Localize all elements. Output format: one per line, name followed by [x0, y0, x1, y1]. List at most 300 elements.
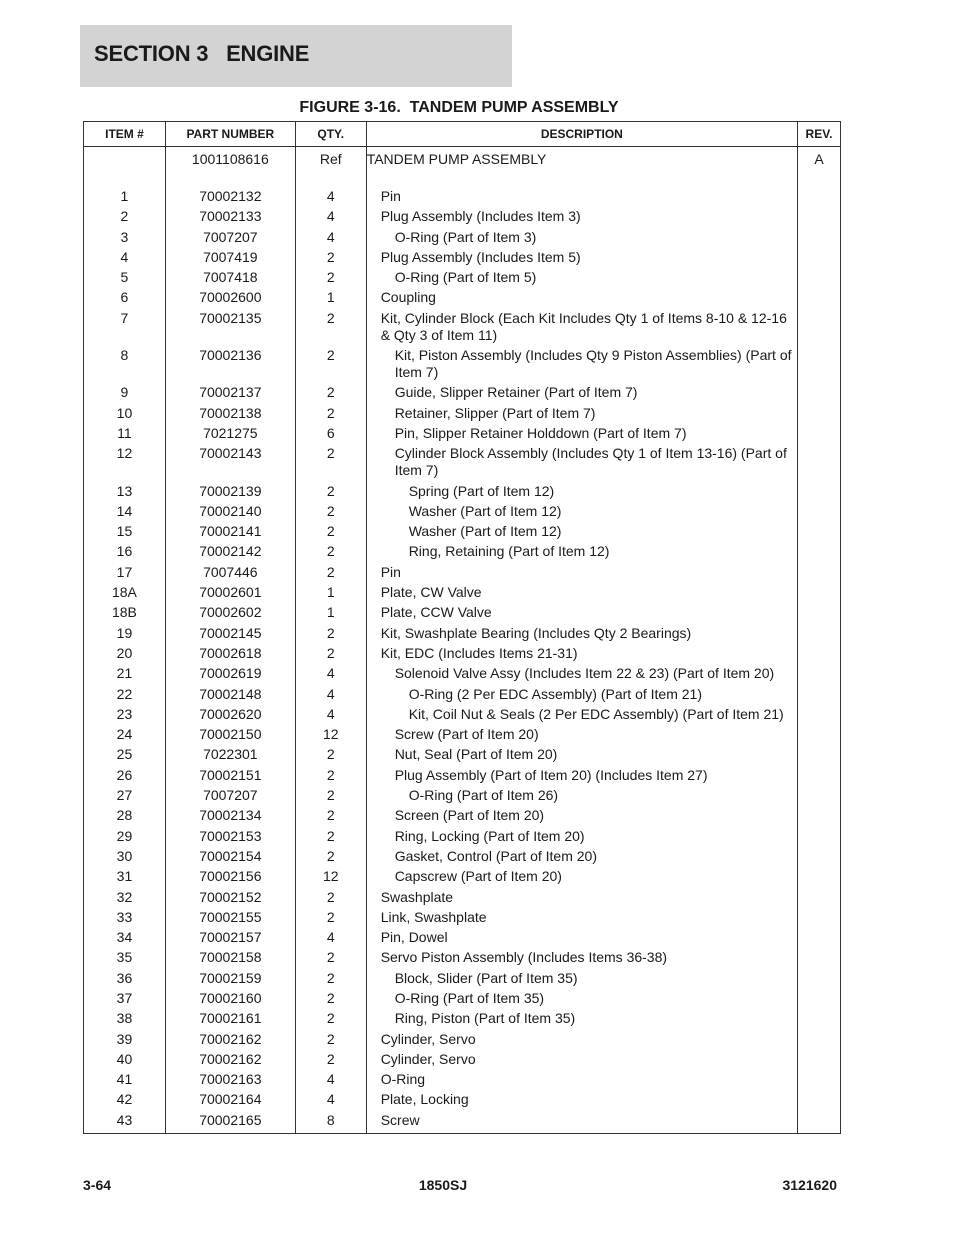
table-row [84, 443, 841, 480]
part-number-cell: 70002150 [165, 724, 295, 744]
description-text: Plate, Locking [380, 1091, 469, 1108]
item-cell: 31 [84, 866, 166, 886]
description-cell [366, 1089, 797, 1109]
part-number-cell: 70002152 [165, 887, 295, 907]
table-row [84, 147, 841, 187]
qty-cell: 1 [295, 602, 366, 622]
figure-title: FIGURE 3-16. TANDEM PUMP ASSEMBLY [299, 99, 619, 116]
item-cell: 38 [84, 1008, 166, 1028]
part-number-cell: 70002143 [165, 443, 295, 480]
description-cell [366, 501, 797, 521]
part-number-cell: 7021275 [165, 423, 295, 443]
description-cell [366, 308, 797, 345]
description-cell [366, 765, 797, 785]
description-text: Plug Assembly (Part of Item 20) (Includes Item 27) [394, 766, 708, 783]
description-text: Kit, Swashplate Bearing (Includes Qty 2 Bearings) [380, 624, 692, 641]
qty-cell: 2 [295, 805, 366, 825]
description-text: Nut, Seal (Part of Item 20) [394, 746, 558, 763]
qty-cell: 2 [295, 443, 366, 480]
rev-cell [798, 663, 841, 683]
qty-cell: 4 [295, 227, 366, 247]
qty-cell: 2 [295, 765, 366, 785]
description-cell [366, 988, 797, 1008]
item-cell: 33 [84, 907, 166, 927]
description-cell [366, 345, 797, 382]
description-cell [366, 724, 797, 744]
qty-cell: 2 [295, 345, 366, 382]
rev-cell [798, 501, 841, 521]
description-text: Ring, Piston (Part of Item 35) [394, 1010, 576, 1027]
table-row [84, 744, 841, 764]
description-cell [366, 887, 797, 907]
part-number-cell: 70002133 [165, 206, 295, 226]
table-row [84, 227, 841, 247]
part-number-cell: 70002619 [165, 663, 295, 683]
description-cell [366, 403, 797, 423]
description-cell [366, 541, 797, 561]
item-cell: 25 [84, 744, 166, 764]
qty-cell: 2 [295, 521, 366, 541]
rev-cell [798, 521, 841, 541]
item-cell: 16 [84, 541, 166, 561]
description-cell [366, 582, 797, 602]
rev-cell [798, 866, 841, 886]
part-number-cell: 7007207 [165, 227, 295, 247]
part-number-cell: 70002159 [165, 968, 295, 988]
qty-cell: 4 [295, 684, 366, 704]
description-cell [366, 684, 797, 704]
description-cell [366, 866, 797, 886]
qty-cell: 1 [295, 582, 366, 602]
qty-cell: 2 [295, 846, 366, 866]
part-number-cell: 70002618 [165, 643, 295, 663]
description-cell [366, 186, 797, 206]
rev-cell [798, 267, 841, 287]
part-number-cell: 70002157 [165, 927, 295, 947]
footer-doc-number: 3121620 [782, 1177, 837, 1193]
rev-cell [798, 744, 841, 764]
rev-cell [798, 206, 841, 226]
item-cell: 3 [84, 227, 166, 247]
description-text: Plate, CCW Valve [380, 604, 492, 621]
rev-cell [798, 247, 841, 267]
table-row [84, 541, 841, 561]
item-cell: 15 [84, 521, 166, 541]
column-header-qty: QTY. [295, 122, 366, 147]
qty-cell: 2 [295, 382, 366, 402]
qty-cell: 2 [295, 947, 366, 967]
description-cell [366, 968, 797, 988]
part-number-cell: 7007207 [165, 785, 295, 805]
qty-cell: 4 [295, 1089, 366, 1109]
description-cell [366, 663, 797, 683]
qty-cell: Ref [295, 147, 366, 187]
item-cell: 7 [84, 308, 166, 345]
qty-cell: 4 [295, 927, 366, 947]
rev-cell [798, 765, 841, 785]
description-text: Kit, EDC (Includes Items 21-31) [380, 644, 578, 661]
rev-cell [798, 423, 841, 443]
part-number-cell: 70002132 [165, 186, 295, 206]
description-text: Pin, Dowel [380, 929, 448, 946]
table-row [84, 562, 841, 582]
description-cell [366, 1110, 797, 1134]
item-cell: 11 [84, 423, 166, 443]
item-cell: 35 [84, 947, 166, 967]
part-number-cell: 70002158 [165, 947, 295, 967]
part-number-cell: 70002156 [165, 866, 295, 886]
item-cell: 6 [84, 287, 166, 307]
description-cell [366, 744, 797, 764]
part-number-cell: 70002602 [165, 602, 295, 622]
rev-cell [798, 308, 841, 345]
table-row [84, 1008, 841, 1028]
rev-cell [798, 1049, 841, 1069]
part-number-cell: 70002161 [165, 1008, 295, 1028]
table-row [84, 521, 841, 541]
description-cell [366, 562, 797, 582]
part-number-cell: 70002136 [165, 345, 295, 382]
qty-cell: 2 [295, 1029, 366, 1049]
part-number-cell: 7022301 [165, 744, 295, 764]
table-row [84, 602, 841, 622]
column-header-description: DESCRIPTION [366, 122, 797, 147]
qty-cell: 4 [295, 186, 366, 206]
rev-cell [798, 846, 841, 866]
part-number-cell: 70002145 [165, 623, 295, 643]
description-cell [366, 1008, 797, 1028]
item-cell: 26 [84, 765, 166, 785]
rev-cell [798, 988, 841, 1008]
item-cell: 13 [84, 481, 166, 501]
table-row [84, 247, 841, 267]
rev-cell [798, 968, 841, 988]
item-cell: 23 [84, 704, 166, 724]
description-cell [366, 267, 797, 287]
qty-cell: 1 [295, 287, 366, 307]
qty-cell: 2 [295, 785, 366, 805]
part-number-cell: 70002134 [165, 805, 295, 825]
rev-cell [798, 562, 841, 582]
qty-cell: 2 [295, 1008, 366, 1028]
part-number-cell: 7007446 [165, 562, 295, 582]
description-cell [366, 805, 797, 825]
description-text: Block, Slider (Part of Item 35) [394, 969, 578, 986]
part-number-cell: 70002141 [165, 521, 295, 541]
rev-cell [798, 826, 841, 846]
rev-cell [798, 643, 841, 663]
description-text: Plate, CW Valve [380, 584, 482, 601]
rev-cell [798, 1029, 841, 1049]
item-cell: 32 [84, 887, 166, 907]
qty-cell: 2 [295, 744, 366, 764]
item-cell: 24 [84, 724, 166, 744]
part-number-cell: 70002164 [165, 1089, 295, 1109]
description-text: Cylinder, Servo [380, 1050, 476, 1067]
description-cell [366, 443, 797, 480]
description-text: Gasket, Control (Part of Item 20) [394, 847, 597, 864]
item-cell: 8 [84, 345, 166, 382]
description-cell [366, 826, 797, 846]
table-header-row [84, 122, 841, 147]
description-cell [366, 1049, 797, 1069]
item-cell: 43 [84, 1110, 166, 1134]
description-text: Guide, Slipper Retainer (Part of Item 7) [394, 384, 638, 401]
description-cell [366, 247, 797, 267]
description-text: Solenoid Valve Assy (Includes Item 22 & 23) (Part of Item 20) [394, 665, 775, 682]
qty-cell: 12 [295, 866, 366, 886]
description-text: Washer (Part of Item 12) [408, 502, 562, 519]
part-number-cell: 70002600 [165, 287, 295, 307]
description-text: TANDEM PUMP ASSEMBLY [366, 151, 547, 167]
description-cell [366, 947, 797, 967]
section-title: SECTION 3 ENGINE [94, 41, 310, 66]
item-cell: 1 [84, 186, 166, 206]
item-cell: 22 [84, 684, 166, 704]
item-cell: 29 [84, 826, 166, 846]
part-number-cell: 1001108616 [165, 147, 295, 187]
rev-cell [798, 287, 841, 307]
qty-cell: 2 [295, 643, 366, 663]
qty-cell: 6 [295, 423, 366, 443]
table-row [84, 1089, 841, 1109]
rev-cell [798, 403, 841, 423]
table-row [84, 826, 841, 846]
rev-cell [798, 887, 841, 907]
qty-cell: 2 [295, 403, 366, 423]
qty-cell: 2 [295, 1049, 366, 1069]
rev-cell [798, 443, 841, 480]
description-cell [366, 287, 797, 307]
description-text: Coupling [380, 289, 436, 306]
item-cell: 2 [84, 206, 166, 226]
part-number-cell: 70002142 [165, 541, 295, 561]
qty-cell: 2 [295, 826, 366, 846]
description-cell [366, 846, 797, 866]
table-row [84, 287, 841, 307]
rev-cell [798, 481, 841, 501]
table-row [84, 423, 841, 443]
description-text: Screw (Part of Item 20) [394, 726, 539, 743]
rev-cell [798, 1089, 841, 1109]
description-cell [366, 147, 797, 187]
rev-cell [798, 382, 841, 402]
qty-cell: 2 [295, 267, 366, 287]
description-text: Cylinder, Servo [380, 1030, 476, 1047]
description-text: Screen (Part of Item 20) [394, 807, 545, 824]
table-row [84, 1110, 841, 1134]
table-row [84, 968, 841, 988]
part-number-cell: 70002148 [165, 684, 295, 704]
description-text: O-Ring (Part of Item 35) [394, 989, 545, 1006]
table-row [84, 887, 841, 907]
description-text: Ring, Retaining (Part of Item 12) [408, 543, 610, 560]
qty-cell: 2 [295, 988, 366, 1008]
description-cell [366, 785, 797, 805]
footer-page-number: 3-64 [83, 1177, 112, 1193]
description-text: Washer (Part of Item 12) [408, 523, 562, 540]
table-row [84, 582, 841, 602]
rev-cell [798, 907, 841, 927]
item-cell: 27 [84, 785, 166, 805]
table-row [84, 501, 841, 521]
part-number-cell: 7007419 [165, 247, 295, 267]
part-number-cell: 70002163 [165, 1069, 295, 1089]
item-cell: 19 [84, 623, 166, 643]
item-cell: 12 [84, 443, 166, 480]
description-cell [366, 382, 797, 402]
qty-cell: 2 [295, 623, 366, 643]
rev-cell [798, 582, 841, 602]
item-cell: 30 [84, 846, 166, 866]
table-row [84, 1049, 841, 1069]
qty-cell: 4 [295, 1069, 366, 1089]
table-row [84, 846, 841, 866]
table-row [84, 724, 841, 744]
description-text: Capscrew (Part of Item 20) [394, 868, 562, 885]
qty-cell: 2 [295, 887, 366, 907]
qty-cell: 2 [295, 562, 366, 582]
item-cell: 5 [84, 267, 166, 287]
description-cell [366, 206, 797, 226]
rev-cell [798, 927, 841, 947]
description-text: O-Ring (Part of Item 26) [408, 787, 559, 804]
qty-cell: 2 [295, 247, 366, 267]
description-text: Pin [380, 563, 401, 580]
description-text: O-Ring [380, 1071, 426, 1088]
description-cell [366, 227, 797, 247]
table-row [84, 663, 841, 683]
description-cell [366, 481, 797, 501]
description-cell [366, 704, 797, 724]
qty-cell: 4 [295, 704, 366, 724]
table-row [84, 481, 841, 501]
part-number-cell: 70002162 [165, 1049, 295, 1069]
table-row [84, 1029, 841, 1049]
item-cell: 41 [84, 1069, 166, 1089]
description-cell [366, 521, 797, 541]
description-text: Pin, Slipper Retainer Holddown (Part of Item 7) [394, 424, 687, 441]
description-cell [366, 907, 797, 927]
part-number-cell: 70002137 [165, 382, 295, 402]
qty-cell: 2 [295, 968, 366, 988]
part-number-cell: 70002620 [165, 704, 295, 724]
item-cell: 40 [84, 1049, 166, 1069]
column-header-item: ITEM # [84, 122, 166, 147]
part-number-cell: 70002162 [165, 1029, 295, 1049]
description-text: Pin [380, 188, 401, 204]
part-number-cell: 70002154 [165, 846, 295, 866]
table-row [84, 345, 841, 382]
description-cell [366, 423, 797, 443]
table-row [84, 947, 841, 967]
qty-cell: 8 [295, 1110, 366, 1134]
table-row [84, 907, 841, 927]
item-cell: 18B [84, 602, 166, 622]
table-row [84, 382, 841, 402]
item-cell: 42 [84, 1089, 166, 1109]
part-number-cell: 70002140 [165, 501, 295, 521]
item-cell: 9 [84, 382, 166, 402]
rev-cell [798, 684, 841, 704]
table-row [84, 684, 841, 704]
part-number-cell: 70002135 [165, 308, 295, 345]
rev-cell [798, 602, 841, 622]
part-number-cell: 70002160 [165, 988, 295, 1008]
footer-model: 1850SJ [418, 1177, 468, 1193]
column-header-part-number: PART NUMBER [165, 122, 295, 147]
description-text: Retainer, Slipper (Part of Item 7) [394, 404, 596, 421]
qty-cell: 2 [295, 501, 366, 521]
table-row [84, 704, 841, 724]
description-text: Kit, Piston Assembly (Includes Qty 9 Piston Assemblies) (Part of Item 7) [394, 347, 792, 381]
rev-cell [798, 805, 841, 825]
table-row [84, 623, 841, 643]
description-cell [366, 643, 797, 663]
qty-cell: 2 [295, 481, 366, 501]
rev-cell [798, 785, 841, 805]
qty-cell: 2 [295, 907, 366, 927]
rev-cell [798, 1008, 841, 1028]
part-number-cell: 70002601 [165, 582, 295, 602]
item-cell: 28 [84, 805, 166, 825]
description-text: Spring (Part of Item 12) [408, 482, 555, 499]
rev-cell [798, 345, 841, 382]
item-cell: 34 [84, 927, 166, 947]
rev-cell [798, 623, 841, 643]
rev-cell [798, 704, 841, 724]
description-text: O-Ring (Part of Item 5) [394, 269, 537, 286]
item-cell: 37 [84, 988, 166, 1008]
table-row [84, 988, 841, 1008]
description-text: Kit, Coil Nut & Seals (2 Per EDC Assembly) (Part of Item 21) [408, 705, 784, 722]
rev-cell [798, 541, 841, 561]
rev-cell [798, 1110, 841, 1134]
table-row [84, 1069, 841, 1089]
description-text: Plug Assembly (Includes Item 5) [380, 248, 581, 265]
description-cell [366, 927, 797, 947]
rev-cell: A [798, 147, 841, 187]
description-cell [366, 1029, 797, 1049]
qty-cell: 2 [295, 541, 366, 561]
part-number-cell: 70002165 [165, 1110, 295, 1134]
qty-cell: 2 [295, 308, 366, 345]
part-number-cell: 70002153 [165, 826, 295, 846]
table-row [84, 643, 841, 663]
description-text: Cylinder Block Assembly (Includes Qty 1 of Item 13-16) (Part of Item 7) [394, 445, 787, 479]
description-text: Plug Assembly (Includes Item 3) [380, 208, 581, 225]
rev-cell [798, 947, 841, 967]
table-row [84, 805, 841, 825]
item-cell: 17 [84, 562, 166, 582]
description-text: O-Ring (2 Per EDC Assembly) (Part of Item 21) [408, 685, 702, 702]
parts-table [83, 121, 841, 1134]
part-number-cell: 70002155 [165, 907, 295, 927]
description-cell [366, 602, 797, 622]
description-text: Swashplate [380, 888, 454, 905]
parts-table-body [84, 147, 841, 1134]
table-row [84, 267, 841, 287]
item-cell: 18A [84, 582, 166, 602]
item-cell: 4 [84, 247, 166, 267]
description-text: Servo Piston Assembly (Includes Items 36-38) [380, 949, 668, 966]
table-row [84, 785, 841, 805]
item-cell: 36 [84, 968, 166, 988]
description-cell [366, 623, 797, 643]
qty-cell: 4 [295, 663, 366, 683]
part-number-cell: 70002139 [165, 481, 295, 501]
section-header [80, 25, 512, 87]
